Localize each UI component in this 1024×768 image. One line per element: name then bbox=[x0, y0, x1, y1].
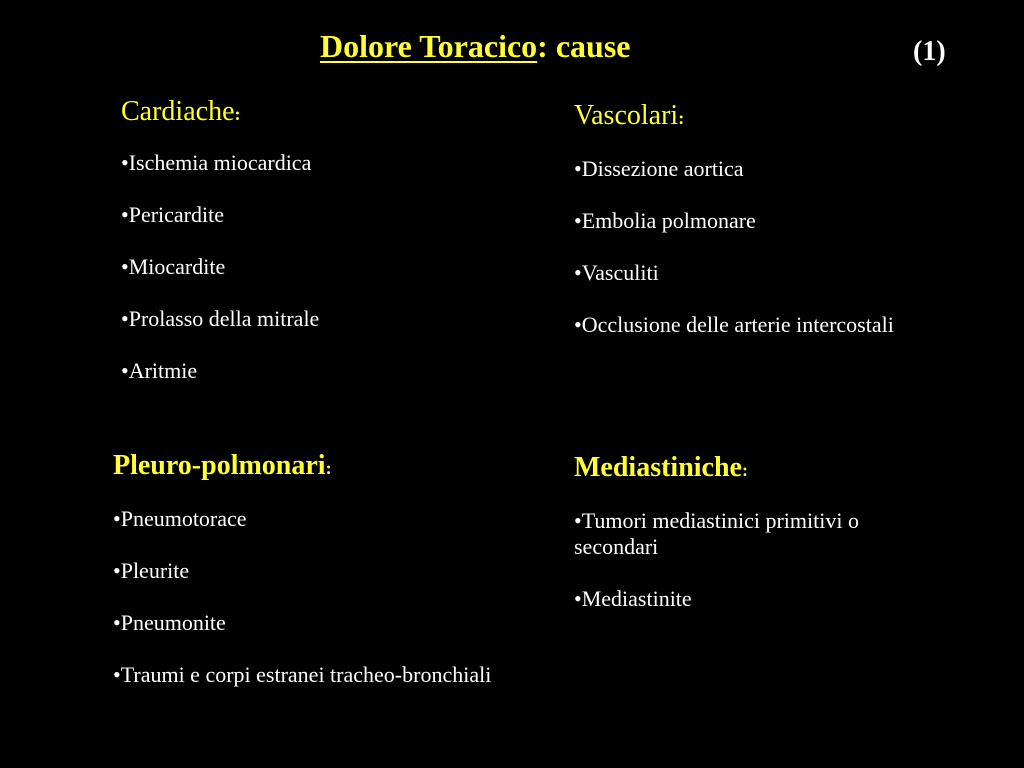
list-item: •Dissezione aortica bbox=[574, 156, 744, 181]
list-item: •Miocardite bbox=[121, 254, 226, 279]
section-heading-colon: : bbox=[742, 460, 748, 480]
section-mediastiniche bbox=[574, 452, 934, 638]
section-heading bbox=[113, 450, 503, 484]
list-item: •Occlusione delle arterie intercostali bbox=[574, 312, 894, 337]
slide-title-underlined: Dolore Toracico bbox=[320, 28, 538, 64]
section-heading bbox=[574, 452, 934, 486]
list-item: •Tumori mediastinici primitivi o secondari bbox=[574, 508, 859, 559]
section-heading-text: Mediastiniche bbox=[574, 452, 742, 483]
list-item: •Embolia polmonare bbox=[574, 208, 756, 233]
section-heading-colon: : bbox=[234, 104, 241, 124]
list-item: •Prolasso della mitrale bbox=[121, 306, 320, 331]
section-heading-colon: : bbox=[325, 458, 332, 478]
section-cardiache bbox=[121, 96, 481, 410]
section-heading-text: Pleuro-polmonari bbox=[113, 450, 326, 481]
list-item: •Mediastinite bbox=[574, 586, 692, 611]
list-item: •Pleurite bbox=[113, 558, 190, 583]
list-item: •Traumi e corpi estranei tracheo-bronchiali bbox=[113, 662, 492, 687]
section-heading-colon: : bbox=[678, 108, 685, 128]
list-item: •Pneumotorace bbox=[113, 506, 247, 531]
list-item: •Aritmie bbox=[121, 358, 198, 383]
section-heading bbox=[574, 100, 934, 134]
section-heading bbox=[121, 96, 481, 130]
slide-number: (1) bbox=[913, 36, 946, 67]
section-heading-text: Cardiache bbox=[121, 96, 235, 127]
section-heading-text: Vascolari bbox=[574, 100, 679, 131]
section-pleuro-polmonari bbox=[113, 450, 503, 714]
list-item: •Ischemia miocardica bbox=[121, 150, 312, 175]
list-item: •Vasculiti bbox=[574, 260, 659, 285]
list-item: •Pneumonite bbox=[113, 610, 226, 635]
section-vascolari bbox=[574, 100, 934, 364]
slide-title bbox=[320, 28, 630, 65]
slide-title-rest: : cause bbox=[537, 28, 631, 64]
list-item: •Pericardite bbox=[121, 202, 224, 227]
